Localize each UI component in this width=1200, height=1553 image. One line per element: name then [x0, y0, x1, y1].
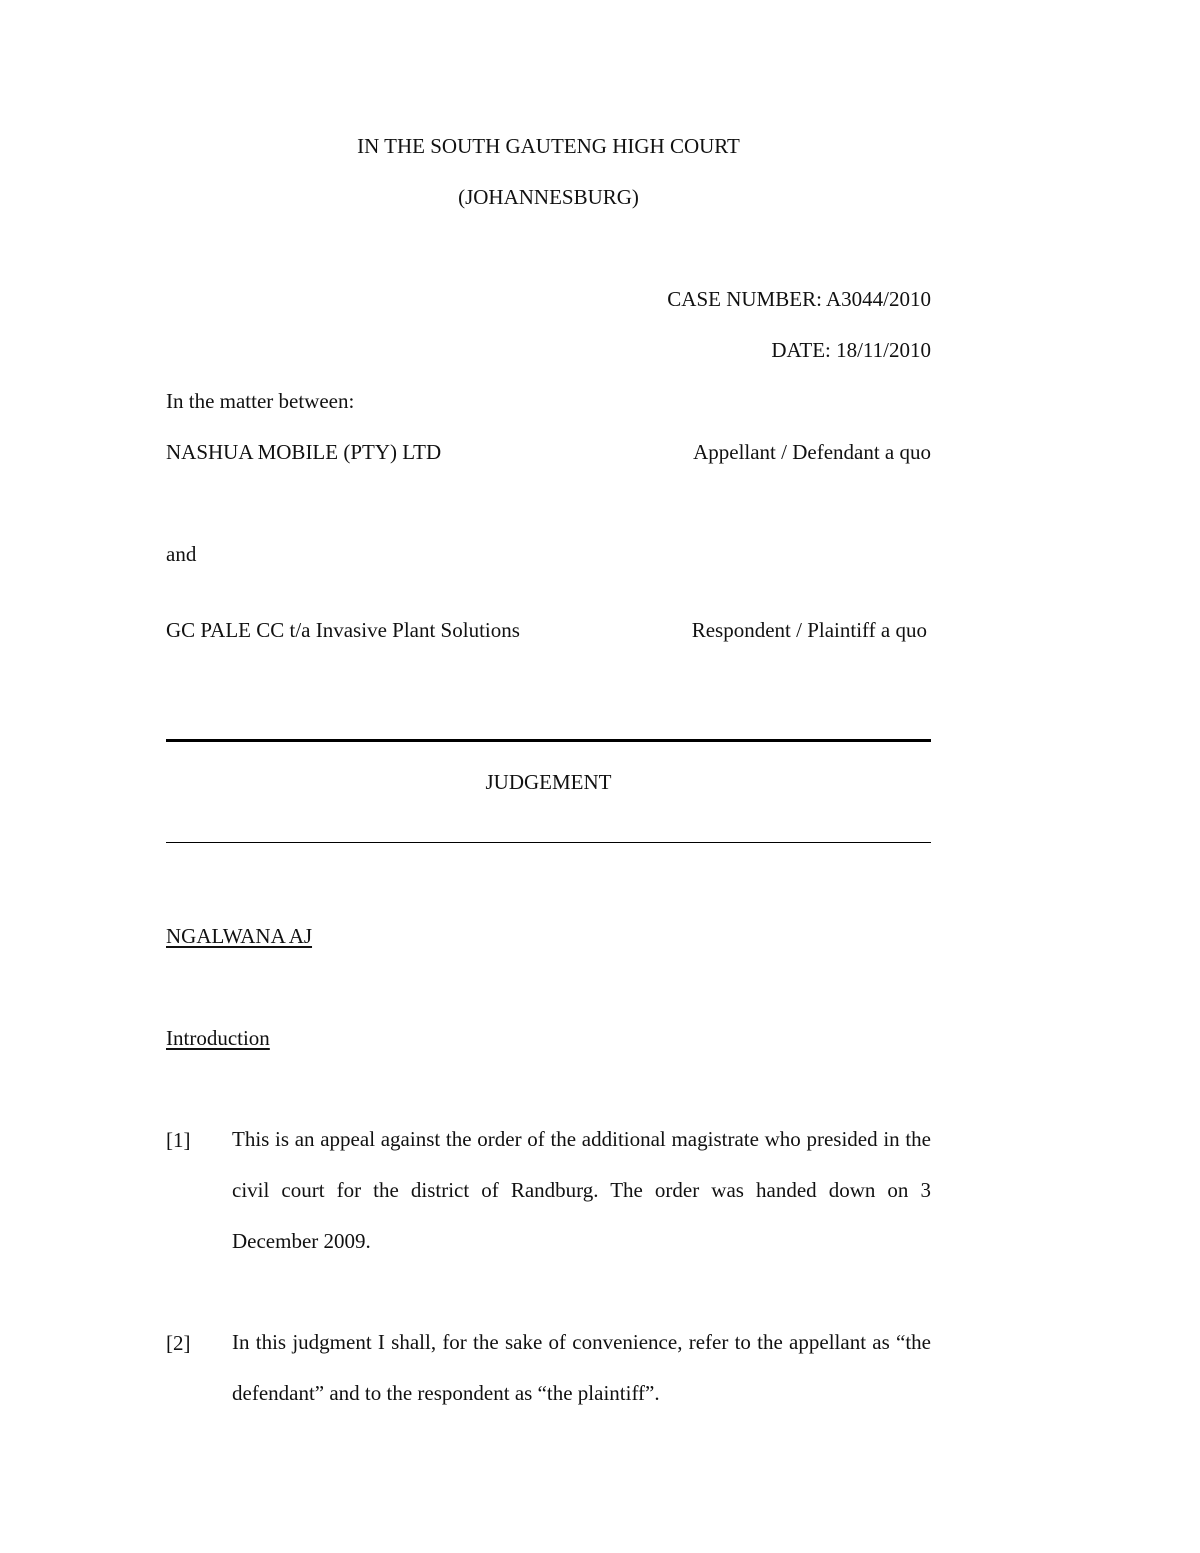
appellant-name: NASHUA MOBILE (PTY) LTD [166, 440, 442, 464]
judge-name: NGALWANA AJ [166, 924, 313, 948]
appellant-role: Appellant / Defendant a quo [693, 440, 931, 464]
paragraph-text: In this judgment I shall, for the sake of convenience, refer to the appellant as “the defendant” and to the respondent as “the plaintiff”. [232, 1330, 931, 1405]
section-heading: Introduction [166, 1026, 270, 1050]
parties-intro: In the matter between: [166, 389, 355, 413]
paragraph-number: [1] [166, 1128, 191, 1152]
paragraph-number: [2] [166, 1331, 191, 1355]
paragraph-text: This is an appeal against the order of the additional magistrate who presided in the civil court for the district of Randburg. The order was handed down on 3 December 2009. [232, 1127, 931, 1253]
document-title: JUDGEMENT [485, 770, 612, 794]
court-division: (JOHANNESBURG) [458, 185, 639, 209]
parties-conjunction: and [166, 542, 197, 566]
title-top-rule [166, 739, 931, 742]
title-bottom-rule [166, 842, 931, 843]
case-number: CASE NUMBER: A3044/2010 [667, 287, 931, 311]
judgment-date: DATE: 18/11/2010 [771, 338, 931, 362]
respondent-role: Respondent / Plaintiff a quo [691, 618, 927, 642]
respondent-name: GC PALE CC t/a Invasive Plant Solutions [166, 618, 520, 642]
court-heading: IN THE SOUTH GAUTENG HIGH COURT [357, 134, 740, 158]
